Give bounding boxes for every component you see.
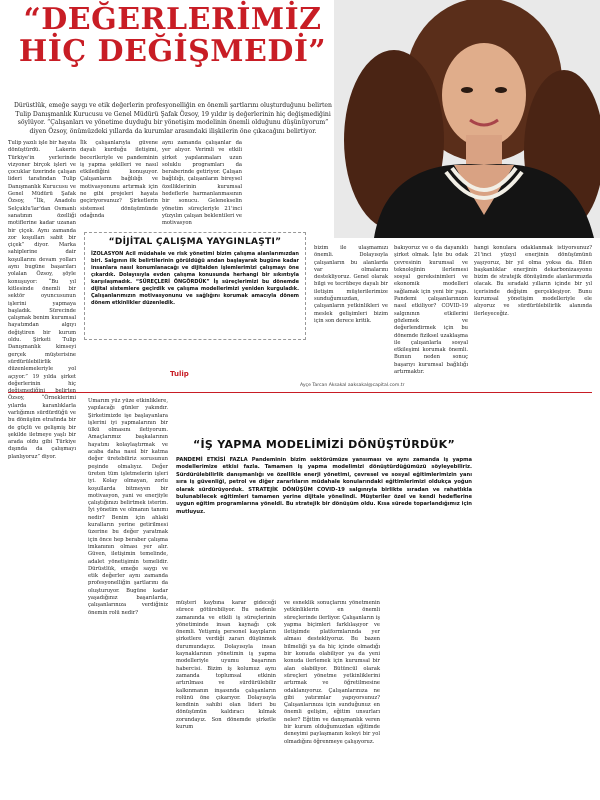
pull-quote-digital	[84, 232, 306, 340]
lead-paragraph: Dürüstlük, emeğe saygı ve etik değerlerin profesyonelliğin en önemli şartlarını oluşturduğunu belirten Tulip Danışmanlık Kurucusu ve Genel Müdürü Şafak Özsoy, 19 yıldır iş değerlerinin hiç değişmediğini söylüyor. “Çalışanları ve yönetime duyduğu bir yönetişim modelinin önemli olduğunu düşünüyorum” diyen Özsoy, önümüzdeki yıllarda da kurumlar arasındaki ilişkilerin öne çıkacağını belirtiyor.	[14, 102, 332, 135]
headline-line-1: “DEĞERLERİMİZ	[23, 2, 322, 37]
article-column-3	[162, 140, 242, 227]
column-7-text: Umarım yüz yüze etkinliklere, yapılacağı günler yakındır. Şirketimizde işe başlayanlara işlerini iyi yapmalarının bir ülkü olmasını iletiyorum. Amaçlarımız başkalarının hayatını kolaylaştırmak ve acaba daha nasıl bir katma değer üretebiliriz sorusunun peşinde olmalıyız. Değer üreten tüm işletmelerin işleri iyi. Kolay olmayan, zorlu koşullarda bitmeyen bir motivasyon, yani ve enerjiyle çalıştığınızı belirtmek isterim. İyi yönetim ve olmanın tanımı nedir? Benim için ahlaki kuralların yerine getirilmesi üzerine bu değer yaratmak için önce hep beraber çalışma imkanının olması yer alır. Güven, iletişimin temelinde, adalet yönetişimin temelidir. Dürüstlük, emeğe saygı ve etik değerler aynı zamanda profesyonelliğin şartlarını da oluşturuyor. Bugüne kadar yaşadığınız başarılarda, çalışanlarınıza verdiğiniz önemin rolü nedir?	[88, 398, 168, 616]
pull-quote-business-model	[176, 438, 472, 586]
article-column-9	[284, 600, 380, 796]
article-column-7	[88, 398, 168, 796]
portrait-illustration	[334, 0, 600, 238]
column-5-text: bakıyoruz ve o da dayanıklı şirket olmak. İşte bu odak çevresinin kurumsal ve teknolojinin ilerlemesi sosyal gereksinimleri ve ekonomik modelleri sağlamak için yeni bir yapı. Pandemi çalışanlarınızın nasıl etkiliyor? COVID-19 salgınının etkilerini gözlemek ve değerlendirmek için bu dönemde fiziksel uzaklaşma ile çalışanlarla sosyal etkileşimi korumak önemli. Bunun neden sonuç başarıyı kurumsal bağlılığı artırmaktır.	[394, 245, 468, 376]
article-column-1	[8, 140, 76, 460]
column-8-text: müşteri kaybına karar gideceği sürece götürebiliyor. Bu nedenle zamanında ve etkili iş süreçlerinin yönetiminde insan kaynağı çok önemli. Yetişmiş personel kayıpların şirketlere verdiği zararı düşünmek durumundayız. Dolayısıyla insan kaynaklarının yönetimin iş yapma modelleriyle uyumu başarının habercisi. Bizim iş kolumuz aynı zamanda toplumsal etkinin artırılması ve sürdürülebilir kalkınmanın inşasında çalışanların rolünü öne çıkarıyor. Dolayısıyla kendinin sahibi olan lideri bu dönüşümün kaldıracı kılmak zorundayız. Son dönemde şirketle kurum	[176, 600, 276, 731]
pull-quote-digital-title: “DİJİTAL ÇALIŞMA YAYGINLAŞTI”	[108, 237, 282, 247]
column-3-text: aynı zamanda çalışanlar da yer alıyor. Verimli ve etkili şirket yapılanmaları uzun soluklu programları da beraberinde getiriyor. Çalışan bağlılığı, çalışanların bireysel özelliklerinin kurumsal hedeflerle harmanlanmasının bir sonucu. Gelenekselin yönetim süreçleriyle 21'inci yüzyılın çalışan beklentileri ve motivasyon	[162, 140, 242, 227]
article-column-8	[176, 600, 276, 796]
portrait-photo	[334, 0, 600, 238]
article-column-2	[80, 140, 158, 219]
pull-quote-digital-text: İZOLASYON Acil müdahale ve risk yönetimi bizim çalışma alanlarımızdan biri. Salgının ilk belirtilerinin görüldüğü andan başlayarak bugüne kadar insanlara nasıl konumlanacağı ve dijitalden işlemlerimizi çalışmayı öne çıkardık. Dolayısıyla evden çalışma konusunda herhangi bir sıkıntıyla karşılaşmadık. “SÜREÇLERİ ÖNGÖRDÜK” İş süreçlerimizi bu dönemde dijital sistemlere geçirdik ve çalışma modellerimizi yeniden kurguladık. Çalışanlarımızın motivasyonunu ve sağlığını korumak amacıyla dönem dönem etkinlikler düzenledik.	[91, 251, 299, 306]
headline-line-2: HİÇ DEĞİŞMEDİ”	[18, 34, 327, 69]
page-divider	[8, 392, 592, 393]
author-credit: Ayçe Tarcan Aksakal aaksakal@capital.com.tr	[300, 383, 405, 388]
column-2-text: İlk çalışanlarıyla güvene dayalı kurduğu iletişimi, becerileriyle ve pandeminin iş yapma şekilleri ve nasıl etkilediğini konuşuyor. Çalışanların bağlılığı ve motivasyonunu artırmak için ne gibi projeleri hayata geçiriyorsunuz? Şirketlerin sistemsel dönüşümünde odağında	[80, 140, 158, 219]
column-6-text: hangi konulara odaklanmak istiyorsunuz? 21'inci yüzyıl enerjinin dönüşümünü yaşıyoruz, bir yıl olma yoksa da. Bilen başkanlıklar enerjinin dekarbonizasyonu bizim de stratejik dönüşümde alanlarımızda olacak. Bu sıradaki yılların içinde bir yıl içerisinde değişim gerçekleşiyor. Bunu kurumsal yönetişim modelleriyle ele alıyoruz ve sürdürülebilirlik alanında ilerleyeceğiz.	[474, 245, 592, 317]
column-1-text: Tulip yazılı işle bir hayata dönüştürdü. Lakerin Türkiye'in yerlerinde vizyoner birçok işleri ve çocuklar üzerinde çalışan lideri tarafından Tulip Danışmanlık Kurucusu ve Genel Müdürü Şafak Özsoy, “İlk, Anadolu Selçuklu'lar'dan Osmanlı sanatının özelliği motiflerine kadar uzanan bir çiçek. Aynı zamanda zor koşulları sabit bir çiçek” diyor. Marka sahiplerine dair koşullarını devam yolları aynı bugüne başarıları yolalan Özsoy, şöyle konuşuyor: “Bu yıl kitlesinde önemli bir sektör oyuncusunun işlerini yapmaya başladık. Sürecinde çalışmak benim kurumsal hayatımdan algıyı değiştiren bir kurum oldu. Şirketi Tulip Danışmanlık kimseyi gerçek müşterisine sürdürülebilirlik düzenlemeleriyle yol açıyor.” 19 yılda şirket değerlerinin hiç Özsoy, “Örneklerimi yılarda karanlıklarla varlığımın sürdürdüğü ve bu dönüşüm etrafında bir de güçlü ve gelişmiş bir şekilde iletmeye yaşlı bir arada oldu gibi Türkiye dışında da çalışmayı planlıyoruz” diyor.	[8, 140, 76, 460]
column-4-text: bizim ile ulaşmamızı önemli. Dolayısıyla çalışanların bu alanlarda var olmalarını destekliyoruz. Genel olarak bilgi ve tecrübeye dayalı bir iletişim müşterilerimize sunduğumuzdan, çalışanların yetkinlikleri ve meslek gelişimleri bizim için son derece kritik.	[314, 245, 388, 324]
article-column-4	[314, 245, 388, 375]
article-column-5	[394, 245, 468, 375]
article-column-6	[474, 245, 592, 375]
headline	[10, 4, 335, 68]
brand-tag: Tulip	[170, 370, 189, 378]
pull-quote-business-model-text: PANDEMİ ETKİSİ FAZLA Pandeminin bizim sektörümüze yansıması ve aynı zamanda iş yapma modellerimize etkisi fazla. Tamamen iş yapma modelimizi dönüştürdüğümüzü söyleyebiliriz. Sürdürülebilirlik danışmanlığı ve özellikle enerji yönetimi, çevresel ve sosyal eğitimlerimizin yanı sıra iş güvenliği, petrol ve diğer zararlıların müdahale konularındaki eğitimlerimizi oldukça yoğun olarak sürdürüyorduk. STRATEJİK DÖNÜŞÜM COVID-19 salgınıyla birlikte sıradan ve rahatlıkla bulunabilecek eğitimleri tamamen yerine dijitale yönelindi. Müşteriler özel ve kendi hedeflerine uygun eğitim programlarına yöneldi. Bu stratejik bir dönüşüm oldu. Kısa sürede toparlandığımız için mutluyuz.	[176, 457, 472, 515]
column-9-text: ve esneklik sonuçlarını yönetmenin yetkinliklerin en önemli süreçlerinde ilerliyor. Çalışanların iş yapma biçimleri farklılaşıyor ve iletişimde platformlarında yer alması destekliyoruz. Bu bazen bilmeliği ya da hiç içinde olmadığı bir konuda olabiliyor ya da yeni konuda ilerlemek için kurumsal bir alan olabiliyor. Bütüncül olarak süreçleri yönetme yetkinliklerini artırmak ve öğretilmesine odaklanıyoruz. Çalışanlarınıza ne gibi yatırımlar yapıyorsunuz? Çalışanlarınıza için sunduğunuz en önemli gelişim, eğitim unsurları neler? Eğitim ve danışmanlık veren bir kurum olduğumuzdan eğitimde deneyimi paylaşmanın koleyi bir yol olmadığını öğrenmeye çalışıyoruz.	[284, 600, 380, 745]
pull-quote-business-model-title: “İŞ YAPMA MODELİMİZİ DÖNÜŞTÜRDÜK”	[193, 438, 455, 451]
